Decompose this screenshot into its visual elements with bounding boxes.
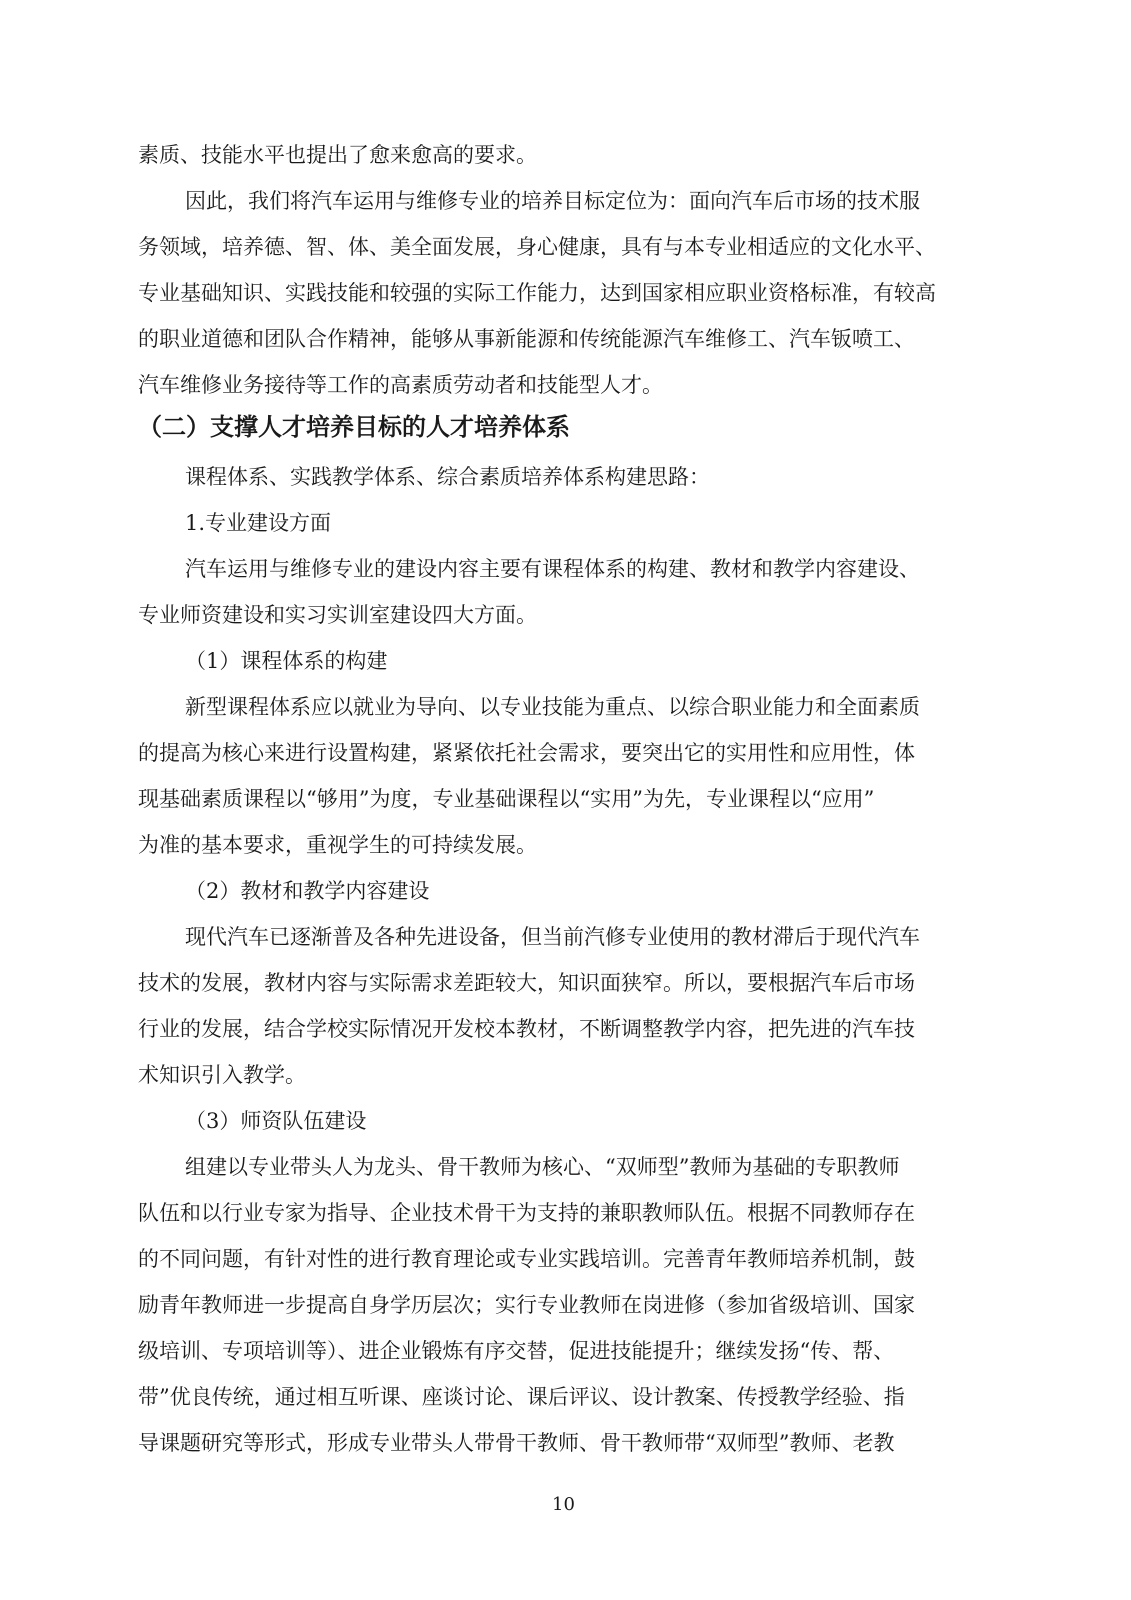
body-text-line: 的不同问题，有针对性的进行教育理论或专业实践培训。完善青年教师培养机制，鼓 <box>138 1247 915 1271</box>
body-text-line: 技术的发展，教材内容与实际需求差距较大，知识面狭窄。所以，要根据汽车后市场 <box>138 971 915 995</box>
body-text-line: 导课题研究等形式，形成专业带头人带骨干教师、骨干教师带“双师型”教师、老教 <box>138 1431 895 1455</box>
body-text-line: 术知识引入教学。 <box>138 1063 306 1087</box>
body-text-line: 为准的基本要求，重视学生的可持续发展。 <box>138 833 537 857</box>
paragraph-first-line: 课程体系、实践教学体系、综合素质培养体系构建思路： <box>185 465 710 489</box>
body-text-line: 汽车维修业务接待等工作的高素质劳动者和技能型人才。 <box>138 373 663 397</box>
paragraph-first-line: 新型课程体系应以就业为导向、以专业技能为重点、以综合职业能力和全面素质 <box>185 695 920 719</box>
item-title: （2）教材和教学内容建设 <box>185 879 430 903</box>
page-number: 10 <box>552 1494 575 1515</box>
body-text-line: 务领域，培养德、智、体、美全面发展，身心健康，具有与本专业相适应的文化水平、 <box>138 235 936 259</box>
subsection-title: 1.专业建设方面 <box>185 511 332 535</box>
body-text-line: 励青年教师进一步提高自身学历层次；实行专业教师在岗进修（参加省级培训、国家 <box>138 1293 915 1317</box>
paragraph-first-line: 因此，我们将汽车运用与维修专业的培养目标定位为：面向汽车后市场的技术服 <box>185 189 920 213</box>
body-text-line: 的提高为核心来进行设置构建，紧紧依托社会需求，要突出它的实用性和应用性，体 <box>138 741 915 765</box>
body-text-line: 专业基础知识、实践技能和较强的实际工作能力，达到国家相应职业资格标准，有较高 <box>138 281 936 305</box>
paragraph-first-line: 组建以专业带头人为龙头、骨干教师为核心、“双师型”教师为基础的专职教师 <box>185 1155 900 1179</box>
body-text-line: 现基础素质课程以“够用”为度，专业基础课程以“实用”为先，专业课程以“应用” <box>138 787 875 811</box>
body-text-line: 级培训、专项培训等）、进企业锻炼有序交替，促进技能提升；继续发扬“传、帮、 <box>138 1339 895 1363</box>
body-text-line: 专业师资建设和实习实训室建设四大方面。 <box>138 603 537 627</box>
body-text-line: 行业的发展，结合学校实际情况开发校本教材，不断调整教学内容，把先进的汽车技 <box>138 1017 915 1041</box>
paragraph-first-line: 汽车运用与维修专业的建设内容主要有课程体系的构建、教材和教学内容建设、 <box>185 557 920 581</box>
body-text-line: 队伍和以行业专家为指导、企业技术骨干为支持的兼职教师队伍。根据不同教师存在 <box>138 1201 915 1225</box>
body-text-line: 带”优良传统，通过相互听课、座谈讨论、课后评议、设计教案、传授教学经验、指 <box>138 1385 905 1409</box>
body-text-line: 的职业道德和团队合作精神，能够从事新能源和传统能源汽车维修工、汽车钣喷工、 <box>138 327 915 351</box>
item-title: （1）课程体系的构建 <box>185 649 388 673</box>
body-text-line: 素质、技能水平也提出了愈来愈高的要求。 <box>138 143 537 167</box>
section-heading: （二）支撑人才培养目标的人才培养体系 <box>138 413 570 441</box>
paragraph-first-line: 现代汽车已逐渐普及各种先进设备，但当前汽修专业使用的教材滞后于现代汽车 <box>185 925 920 949</box>
item-title: （3）师资队伍建设 <box>185 1109 367 1133</box>
